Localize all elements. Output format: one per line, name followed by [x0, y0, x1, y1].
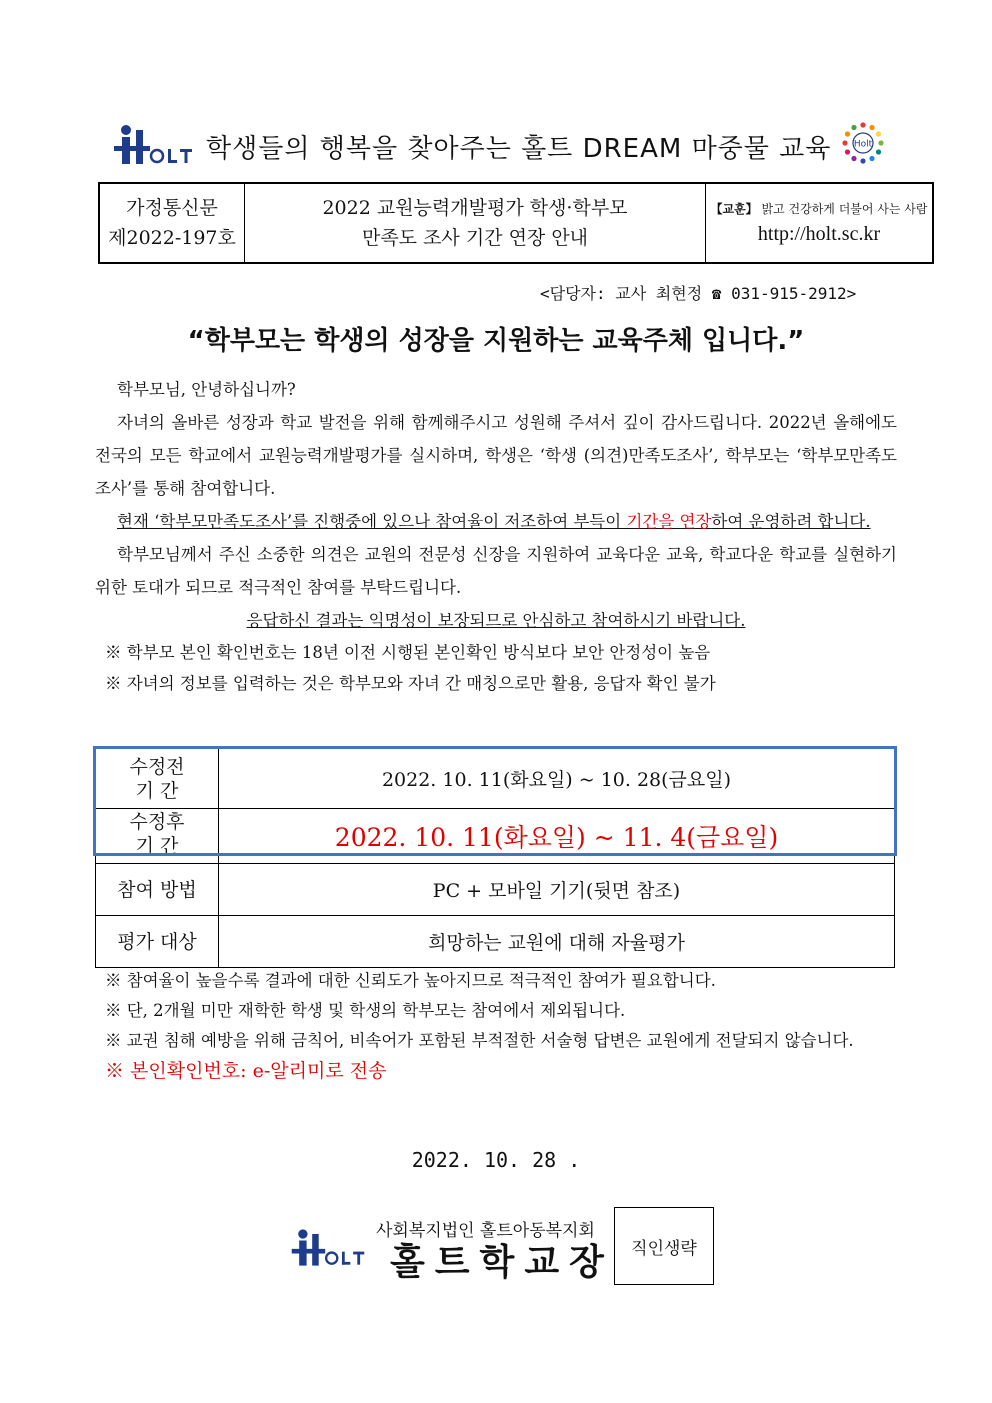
- doc-type: 가정통신문: [126, 197, 218, 219]
- principal-title: 홀트학교장: [390, 1242, 614, 1283]
- target-label: 평가 대상: [96, 916, 219, 968]
- motto-label: 【교훈】: [710, 202, 758, 216]
- footnote-3: ※ 교권 침해 예방을 위해 금칙어, 비속어가 포함된 부적절한 서술형 답변은 교원에게 전달되지 않습니다.: [105, 1031, 854, 1050]
- footnote-4: ※ 본인확인번호: e-알리미로 전송: [105, 1060, 387, 1082]
- issue-date: 2022. 10. 28 .: [411, 1148, 581, 1172]
- after-label-text: 수정후 기 간: [129, 811, 185, 856]
- paragraph-3: 학부모님께서 주신 소중한 의견은 교원의 전문성 신장을 지원하여 교육다운 교육, 학교다운 학교를 실현하기 위한 토대가 되므로 적극적인 참여를 부탁드립니다.: [95, 545, 897, 597]
- paragraph-2-highlight: 기간을 연장: [626, 512, 712, 531]
- paragraph-1: 자녀의 올바른 성장과 학교 발전을 위해 함께해주시고 성원해 주셔서 깊이 감사드립니다. 2022년 올해에도 전국의 모든 학교에서 교원능력개발평가를 실시하며, 학생은 ‘학생 (의견)만족도조사’, 학부모는 ‘학부모만족도조사’를 통해 참여합니다.: [95, 413, 897, 498]
- slogan-text: 학생들의 행복을 찾아주는 홀트 DREAM 마중물 교육: [206, 134, 832, 164]
- school-info-cell: [706, 184, 932, 262]
- paragraph-4-wrap: [95, 604, 897, 637]
- holt-logo-icon: [110, 122, 196, 166]
- note-2: ※ 자녀의 정보를 입력하는 것은 학부모와 자녀 간 매칭으로만 활용, 응답자 확인 불가: [105, 674, 716, 693]
- paragraph-2: [95, 505, 897, 538]
- doc-title-cell: [245, 184, 706, 262]
- after-value: 2022. 10. 11(화요일) ~ 11. 4(금요일): [219, 809, 895, 864]
- row-method: [96, 864, 895, 916]
- before-label-text: 수정전 기 간: [129, 755, 185, 802]
- before-value: 2022. 10. 11(화요일) ~ 10. 28(금요일): [219, 749, 895, 809]
- contact-line: <담당자: 교사 최현정 ☎ 031-915-2912>: [540, 284, 857, 303]
- doc-title-line2: 만족도 조사 기간 연장 안내: [361, 227, 589, 249]
- doc-number: 제2022-197호: [108, 227, 236, 249]
- paragraph-2-b: 하여 운영하려 합니다.: [711, 512, 871, 531]
- school-url[interactable]: http://holt.sc.kr: [757, 223, 881, 245]
- school-motto: [711, 200, 928, 217]
- method-label: 참여 방법: [96, 864, 219, 916]
- paragraph-4: 응답하신 결과는 익명성이 보장되므로 안심하고 참여하시기 바랍니다.: [246, 611, 746, 630]
- target-value: 희망하는 교원에 대해 자율평가: [219, 916, 895, 968]
- headline: “학부모는 학생의 성장을 지원하는 교육주체 입니다.”: [187, 326, 805, 356]
- header-slogan: [110, 122, 900, 170]
- motto-text: 밝고 건강하게 더불어 사는 사람: [761, 202, 928, 216]
- body-text: [95, 373, 897, 699]
- svg-text:Holt: Holt: [853, 139, 873, 150]
- note-1: ※ 학부모 본인 확인번호는 18년 이전 시행된 본인확인 방식보다 보안 안정성이 높음: [105, 643, 711, 662]
- method-value: PC + 모바일 기기(뒷면 참조): [219, 864, 895, 916]
- organization-name: 사회복지법인 홀트아동복지회: [376, 1221, 595, 1241]
- newsletter-info-table: [98, 182, 934, 264]
- footnote-1: ※ 참여율이 높을수록 결과에 대한 신뢰도가 높아지므로 적극적인 참여가 필요합니다.: [105, 971, 716, 990]
- highlight-frame: [93, 746, 897, 856]
- notes: [95, 966, 897, 1086]
- paragraph-2-a: 현재 ‘학부모만족도조사’를 진행중에 있으나 참여율이 저조하여 부득이: [117, 512, 627, 531]
- footnote-2: ※ 단, 2개월 미만 재학한 학생 및 학생의 학부모는 참여에서 제외됩니다.: [105, 1001, 626, 1020]
- doc-title-line1: 2022 교원능력개발평가 학생·학부모: [322, 197, 628, 219]
- dots-circle-logo-icon: [842, 122, 884, 164]
- row-target: [96, 916, 895, 968]
- doc-id-cell: [100, 184, 245, 262]
- holt-footer-logo-icon: [288, 1225, 368, 1269]
- seal-box: 직인생략: [614, 1207, 714, 1285]
- greeting: 학부모님, 안녕하십니까?: [117, 380, 296, 399]
